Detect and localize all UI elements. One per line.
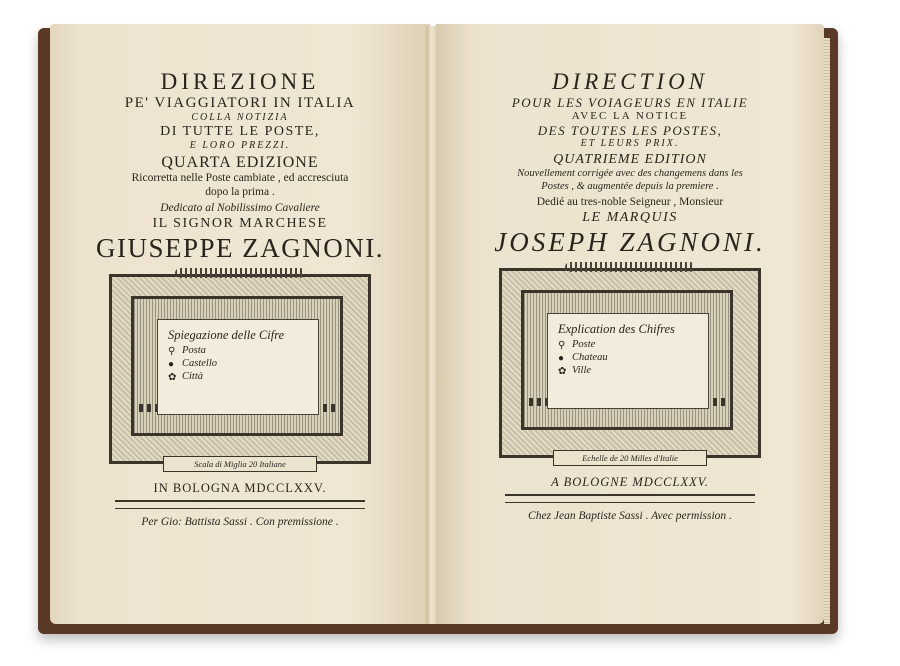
- right-line-3: DES TOUTES LES POSTES,: [537, 123, 723, 138]
- left-legend-item-castle: ● Castello: [168, 357, 218, 370]
- right-corrected-2: Postes , & augmentée depuis la premiere .: [541, 180, 719, 192]
- castle-symbol-icon: ●: [168, 358, 175, 370]
- left-imprint: IN BOLOGNA MDCCLXXV.: [153, 480, 327, 495]
- right-page-edges: [824, 38, 830, 624]
- left-corrected-2: dopo la prima .: [205, 185, 275, 198]
- left-signor: IL SIGNOR MARCHESE: [152, 215, 328, 231]
- open-book: [38, 20, 838, 636]
- right-subtitle: POUR LES VOIAGEURS EN ITALIE: [511, 95, 749, 110]
- right-corrected-1: Nouvellement corrigée avec des changemens dans les: [517, 168, 743, 179]
- city-symbol-icon: ✿: [168, 371, 177, 383]
- left-small-2: E LORO PREZZI.: [189, 140, 291, 151]
- right-legend-item-city: ✿ Ville: [558, 364, 592, 377]
- right-name: JOSEPH ZAGNONI.: [494, 226, 766, 257]
- left-legend-item-post: ⚲ Posta: [168, 344, 206, 357]
- left-legend-cartouche: [157, 319, 319, 415]
- right-signor: LE MARQUIS: [582, 209, 678, 225]
- right-title-block: [436, 64, 824, 523]
- right-printer: Chez Jean Baptiste Sassi . Avec permission .: [528, 510, 732, 522]
- left-edition: QUARTA EDIZIONE: [161, 154, 319, 171]
- left-corrected-1: Ricorretta nelle Poste cambiate , ed accresciuta: [131, 172, 349, 184]
- left-printer: Per Gio: Battista Sassi . Con premissione .: [141, 516, 339, 528]
- right-dedication: Dedié au tres-noble Seigneur , Monsieur: [536, 196, 724, 208]
- right-rule: [505, 494, 755, 503]
- left-title-block: [50, 64, 430, 529]
- left-name: GIUSEPPE ZAGNONI.: [96, 232, 384, 263]
- post-symbol-icon: ⚲: [168, 345, 176, 357]
- right-edition: QUATRIEME EDITION: [553, 152, 707, 167]
- right-map-vignette: [499, 268, 761, 468]
- left-small-1: COLLA NOTIZIA: [191, 112, 289, 123]
- right-small-1: AVEC LA NOTICE: [571, 110, 689, 122]
- left-page: [50, 24, 430, 624]
- right-legend-cartouche: [547, 313, 709, 409]
- left-scale-label: Scala di Miglia 20 Italiane: [163, 456, 317, 472]
- left-line-3: DI TUTTE LE POSTE,: [160, 124, 320, 139]
- right-wreath-ornament: [565, 262, 695, 272]
- right-legend-title: Explication des Chifres: [558, 321, 675, 336]
- right-legend-item-post: ⚲ Poste: [558, 338, 596, 351]
- left-legend-title: Spiegazione delle Cifre: [168, 327, 285, 342]
- right-imprint: A BOLOGNE MDCCLXXV.: [551, 474, 709, 489]
- left-legend-item-city: ✿ Città: [168, 370, 204, 383]
- right-legend-item-castle: ● Chateau: [558, 351, 608, 364]
- post-symbol-icon: ⚲: [558, 339, 566, 351]
- left-title: DIREZIONE: [160, 69, 320, 94]
- left-subtitle: PE' VIAGGIATORI IN ITALIA: [124, 95, 356, 111]
- left-dedication: Dedicato al Nobilissimo Cavaliere: [160, 202, 320, 214]
- left-wreath-ornament: [175, 268, 305, 278]
- city-symbol-icon: ✿: [558, 365, 567, 377]
- right-small-2: ET LEURS PRIX.: [580, 138, 680, 149]
- right-title: DIRECTION: [551, 69, 709, 94]
- left-map-vignette: [109, 274, 371, 474]
- left-rule: [115, 500, 365, 509]
- right-scale-label: Echelle de 20 Milles d'Italie: [553, 450, 707, 466]
- castle-symbol-icon: ●: [558, 352, 565, 364]
- right-page: [436, 24, 824, 624]
